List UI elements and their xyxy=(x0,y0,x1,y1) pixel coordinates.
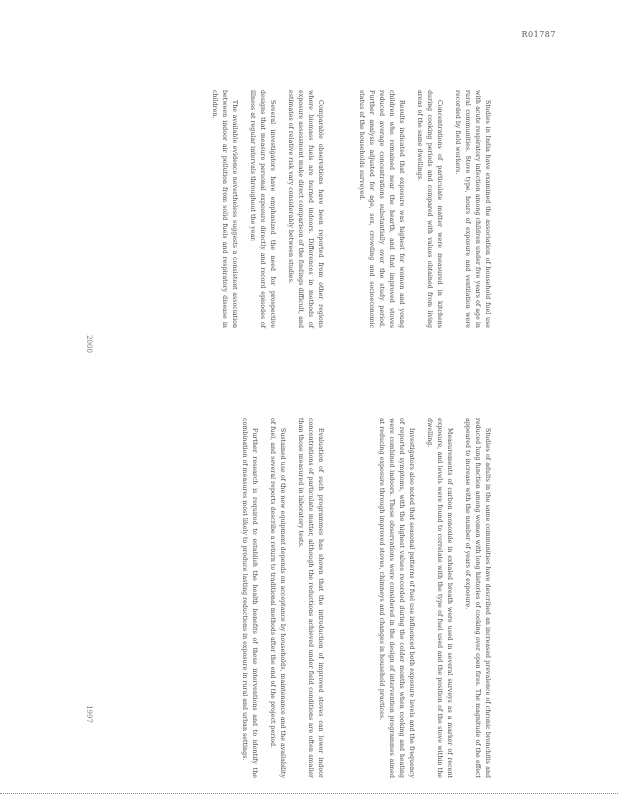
paragraph: Investigators also noted that seasonal patterns of fuel use influenced both exposure levels and the frequency of reported symptoms, with the highest values recorded during the colder months when cooking and heating were combined indoors. These observations were considered in the design of intervention programmes aimed at reducing exposure through improved stoves, chimneys and changes in household practices. xyxy=(378,418,415,778)
paragraph: Further research is required to establish the health benefits of these interventions and to identify the combination of measures most likely to produce lasting reductions in exposure in rural and urban settings. xyxy=(241,418,258,778)
paragraph: Several investigators have emphasized the need for prospective designs that measure personal exposure directly and record episodes of illness at regular intervals throughout the year. xyxy=(249,90,276,328)
paragraph: Comparable observations have been reported from other regions where biomass fuels are burned indoors. Differences in methods of exposure assessment make direct comparison of the findings difficult, and estimates of relative risk vary considerably between studies. xyxy=(287,90,324,328)
text-column xyxy=(368,418,492,778)
paragraph: Results indicated that exposure was highest for women and young children who remained near the hearth, and that improved stoves reduced average concentrations substantially over the study period. Further analysis adjusted for age, sex, crowding and socioeconomic status of the households surveyed. xyxy=(358,90,405,328)
text-column xyxy=(201,90,325,328)
paragraph: Studies in India have examined the association of household fuel use with acute respiratory infection among children under five years of age in rural communities. Stove type, hours of exposure and ventilation were recorded by field workers. xyxy=(454,90,491,328)
paragraph: Sustained use of the new equipment depends on acceptance by households, maintenance and the availability of fuel, and several reports describe a return to traditional methods after the end of the project period. xyxy=(269,418,286,778)
text-column xyxy=(231,418,325,778)
paragraph: Measurements of carbon monoxide in exhaled breath were used in several surveys as a marker of recent exposure, and levels were found to correlate with the type of fuel used and the position of the stove within the dwelling. xyxy=(426,418,453,778)
paragraph: The available evidence nevertheless suggests a consistent association between indoor air pollution from solid fuels and respiratory disease in children. xyxy=(211,90,238,328)
text-column xyxy=(348,90,492,328)
paragraph: Concentrations of particulate matter were measured in kitchens during cooking periods and compared with values obtained from living areas of the same dwellings. xyxy=(416,90,443,328)
paragraph: Evaluation of such programmes has shown that the introduction of improved stoves can lower indoor concentrations of particulate matter, although the reductions achieved under field conditions are often smaller than those measured in laboratory tests. xyxy=(297,418,324,778)
paragraph: Studies of adults in the same communities have described an increased prevalence of chronic bronchitis and reduced lung function among women with long histories of cooking over open fires. The magnitude of the effect appeared to increase with the number of years of exposure. xyxy=(464,418,491,778)
page-number: 2000 xyxy=(84,335,93,353)
page-number: 1997 xyxy=(84,705,93,723)
page-edge-rule xyxy=(0,793,618,794)
document-id: R01787 xyxy=(521,30,556,39)
